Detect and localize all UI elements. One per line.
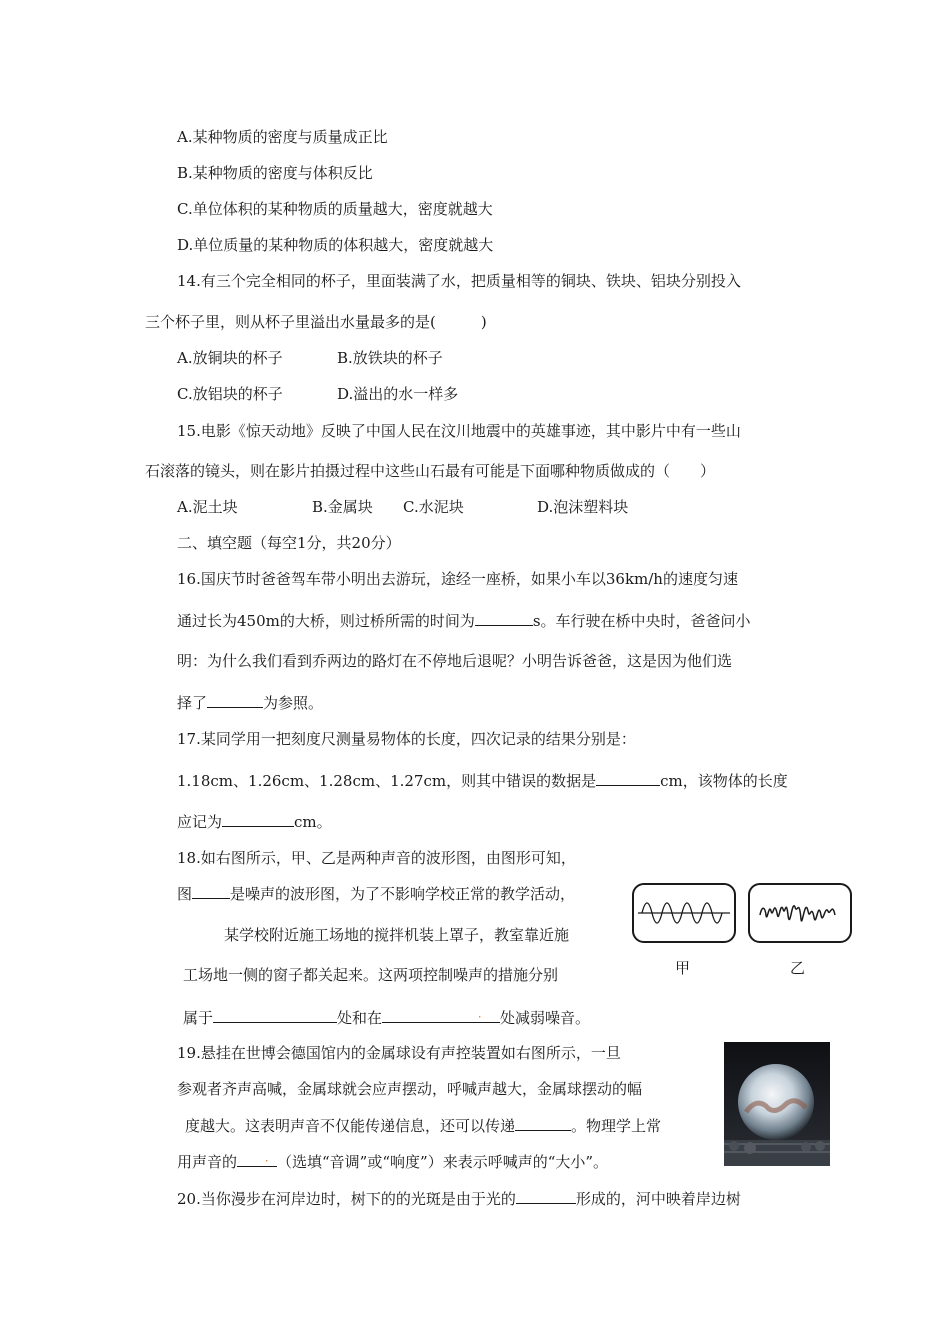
- q19-text: （选填“音调”或“响度”）来表示呼喊声的“大小”。: [277, 1153, 609, 1171]
- q17-stem-line2: [177, 770, 788, 791]
- q17-stem-line3: [177, 811, 332, 832]
- q14-option-b: B.放铁块的杯子: [337, 349, 443, 367]
- q17-text: 1.18cm、1.26cm、1.28cm、1.27cm，则其中错误的数据是: [177, 772, 597, 790]
- waveform-yi-figure: [748, 883, 852, 943]
- q14-stem-line2: 三个杯子里，则从杯子里溢出水量最多的是( ): [145, 313, 487, 331]
- sine-wave-icon: [634, 885, 734, 941]
- q17-text: cm。: [294, 813, 332, 831]
- q19-text: 。物理学上常: [571, 1117, 662, 1135]
- q18-stem-line2: [177, 883, 575, 904]
- q19-stem-line1: 19.悬挂在世博会德国馆内的金属球设有声控装置如右图所示，一旦: [177, 1044, 621, 1062]
- q17-blank-wrong-data[interactable]: [596, 770, 660, 786]
- q18-stem-line4: 工场地一侧的窗子都关起来。这两项控制噪声的措施分别: [183, 966, 559, 984]
- waveform-jia-label: 甲: [675, 959, 691, 977]
- q19-stem-line2: 参观者齐声高喊，金属球就会应声摆动，呼喊声越大，金属球摆动的幅: [177, 1080, 643, 1098]
- q19-mark: ．: [265, 1151, 277, 1164]
- q18-text: 属于: [183, 1009, 214, 1027]
- noise-wave-icon: [750, 885, 850, 941]
- q18-stem-line5: [183, 1007, 590, 1028]
- q13-option-c: C.单位体积的某种物质的质量越大，密度就越大: [177, 200, 493, 218]
- q18-blank-measure-1[interactable]: [213, 1007, 337, 1023]
- q19-stem-line4: [177, 1151, 608, 1172]
- q18-text: 图: [177, 885, 193, 903]
- q15-option-a: A.泥土块: [177, 498, 238, 516]
- q17-stem-line1: 17.某同学用一把刻度尺测量易物体的长度，四次记录的结果分别是：: [177, 730, 636, 748]
- q20-stem-line1: [177, 1188, 741, 1209]
- q18-text: 是噪声的波形图，为了不影响学校正常的教学活动，: [230, 885, 576, 903]
- q16-blank-reference[interactable]: [207, 692, 263, 708]
- q14-option-d: D.溢出的水一样多: [337, 385, 459, 403]
- q15-option-d: D.泡沫塑料块: [537, 498, 629, 516]
- q15-option-b: B.金属块: [312, 498, 373, 516]
- q19-blank-energy[interactable]: [515, 1115, 571, 1131]
- q19-stem-line3: [185, 1115, 661, 1136]
- q16-text: 择了: [177, 694, 208, 712]
- q20-blank-light[interactable]: [516, 1188, 576, 1204]
- q16-stem-line2: [177, 610, 751, 631]
- waveform-jia-figure: [632, 883, 736, 943]
- q18-text: 处和在: [337, 1009, 383, 1027]
- q19-text: 用声音的: [177, 1153, 238, 1171]
- q18-blank-measure-2[interactable]: [382, 1007, 500, 1023]
- q18-mark: ．: [478, 1007, 490, 1020]
- q18-blank-noise-figure[interactable]: [192, 883, 230, 899]
- metal-ball-photo: [724, 1042, 830, 1166]
- q14-stem-line1: 14.有三个完全相同的杯子，里面装满了水，把质量相等的铜块、铁块、铝块分别投入: [177, 272, 741, 290]
- q18-text: 处减弱噪音。: [500, 1009, 591, 1027]
- q18-stem-line1: 18.如右图所示，甲、乙是两种声音的波形图，由图形可知，: [177, 849, 576, 867]
- q16-text: 通过长为450m的大桥，则过桥所需的时间为: [177, 612, 475, 630]
- metal-ball-image: [724, 1042, 830, 1166]
- q16-stem-line1: 16.国庆节时爸爸驾车带小明出去游玩，途经一座桥，如果小车以36km/h的速度匀速: [177, 570, 738, 588]
- section-heading-fill-blank: 二、填空题（每空1分，共20分）: [177, 534, 401, 552]
- q17-blank-length[interactable]: [222, 811, 294, 827]
- q19-blank-loudness[interactable]: [237, 1151, 277, 1167]
- q18-stem-line3: 某学校附近施工场地的搅拌机装上罩子，教室靠近施: [224, 926, 570, 944]
- q16-blank-time[interactable]: [475, 610, 533, 626]
- q13-option-b: B.某种物质的密度与体积反比: [177, 164, 373, 182]
- q16-text: s。车行驶在桥中央时，爸爸问小: [532, 612, 751, 630]
- q14-option-a: A.放铜块的杯子: [177, 349, 283, 367]
- waveform-yi-label: 乙: [790, 959, 806, 977]
- q13-option-d: D.单位质量的某种物质的体积越大，密度就越大: [177, 236, 494, 254]
- q19-text: 度越大。这表明声音不仅能传递信息，还可以传递: [185, 1117, 516, 1135]
- q15-stem-line1: 15.电影《惊天动地》反映了中国人民在汶川地震中的英雄事迹，其中影片中有一些山: [177, 422, 741, 440]
- q16-text: 为参照。: [263, 694, 324, 712]
- q16-stem-line4: [177, 692, 323, 713]
- q17-text: 应记为: [177, 813, 223, 831]
- q15-stem-line2: 石滚落的镜头，则在影片拍摄过程中这些山石最有可能是下面哪种物质做成的（ ）: [145, 462, 716, 480]
- q16-stem-line3: 明：为什么我们看到乔两边的路灯在不停地后退呢？小明告诉爸爸，这是因为他们选: [177, 652, 733, 670]
- q14-option-c: C.放铝块的杯子: [177, 385, 283, 403]
- q17-text: cm，该物体的长度: [660, 772, 788, 790]
- q20-text: 20.当你漫步在河岸边时，树下的的光斑是由于光的: [177, 1190, 516, 1208]
- q15-option-c: C.水泥块: [403, 498, 464, 516]
- q13-option-a: A.某种物质的密度与质量成正比: [177, 128, 388, 146]
- q20-text: 形成的，河中映着岸边树: [575, 1190, 741, 1208]
